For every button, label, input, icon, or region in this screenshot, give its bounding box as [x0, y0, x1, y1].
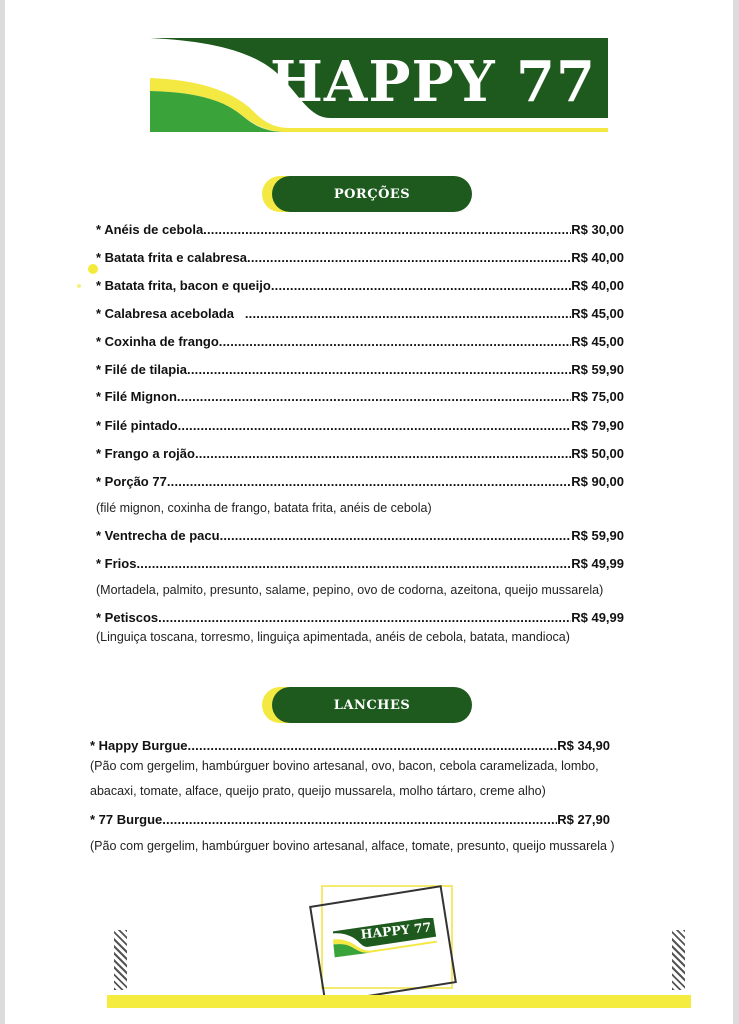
item-name: * Frios: [96, 556, 137, 571]
logo-text: HAPPY 77: [270, 49, 596, 115]
item-description: abacaxi, tomate, alface, queijo prato, queijo mussarela, molho tártaro, creme alho): [90, 784, 546, 798]
item-name: * Filé de tilapia: [96, 362, 188, 377]
section-title: LANCHES: [272, 687, 472, 723]
item-price: R$ 49,99: [571, 610, 624, 625]
menu-item: [96, 556, 624, 571]
leader-dots: [203, 222, 571, 237]
menu-item: [90, 812, 610, 827]
item-description: (Pão com gergelim, hambúrguer bovino artesanal, alface, tomate, presunto, queijo mussarela ): [90, 839, 615, 853]
section-header-lanches: [262, 687, 472, 723]
item-name: * Petiscos: [96, 610, 159, 625]
item-price: R$ 40,00: [571, 250, 624, 265]
item-name: * Filé Mignon: [96, 389, 177, 404]
hatch-decoration-left: [114, 930, 127, 990]
leader-dots: [219, 334, 571, 349]
menu-item: [96, 278, 624, 293]
leader-dots: [177, 389, 571, 404]
leader-dots: [188, 738, 558, 753]
item-name: * Filé pintado: [96, 418, 178, 433]
item-description: (Linguiça toscana, torresmo, linguiça apimentada, anéis de cebola, batata, mandioca): [96, 630, 570, 644]
item-name: * Coxinha de frango: [96, 334, 219, 349]
item-name: * Batata frita, bacon e queijo: [96, 278, 271, 293]
item-price: R$ 30,00: [571, 222, 624, 237]
item-price: R$ 45,00: [571, 306, 624, 321]
item-price: R$ 90,00: [571, 474, 624, 489]
item-description: (Mortadela, palmito, presunto, salame, pepino, ovo de codorna, azeitona, queijo mussarela): [96, 583, 604, 597]
item-price: R$ 59,90: [571, 362, 624, 377]
leader-dots: [162, 812, 557, 827]
menu-item: [90, 738, 610, 753]
item-name: * Batata frita e calabresa: [96, 250, 248, 265]
item-name: * Anéis de cebola: [96, 222, 204, 237]
decorative-dot: [77, 284, 81, 288]
item-price: R$ 50,00: [571, 446, 624, 461]
item-price: R$ 40,00: [571, 278, 624, 293]
item-price: R$ 59,90: [571, 528, 624, 543]
menu-item: [96, 362, 624, 377]
menu-item: [96, 334, 624, 349]
leader-dots: [247, 250, 571, 265]
leader-dots: [271, 278, 571, 293]
menu-item: [96, 222, 624, 237]
item-price: R$ 79,90: [571, 418, 624, 433]
leader-dots: [178, 418, 572, 433]
leader-dots: [195, 446, 571, 461]
menu-item: [96, 250, 624, 265]
item-description: (filé mignon, coxinha de frango, batata frita, anéis de cebola): [96, 501, 432, 515]
menu-item: [96, 389, 624, 404]
section-header-porcoes: [262, 176, 472, 212]
page-edge-right: [733, 0, 739, 1024]
menu-item: [96, 610, 624, 625]
item-price: R$ 34,90: [557, 738, 610, 753]
item-price: R$ 45,00: [571, 334, 624, 349]
item-name: * Calabresa acebolada: [96, 306, 245, 321]
happy77-logo: [150, 36, 610, 132]
item-name: * Frango a rojão: [96, 446, 195, 461]
page-edge-left: [0, 0, 5, 1024]
item-name: * Ventrecha de pacu: [96, 528, 220, 543]
item-description: (Pão com gergelim, hambúrguer bovino artesanal, ovo, bacon, cebola caramelizada, lombo,: [90, 759, 599, 773]
menu-item: [96, 528, 624, 543]
menu-item: [96, 418, 624, 433]
mini-logo-text: HAPPY 77: [359, 919, 433, 942]
leader-dots: [220, 528, 572, 543]
menu-item: [96, 446, 624, 461]
leader-dots: [245, 306, 571, 321]
leader-dots: [187, 362, 571, 377]
mini-logo: [333, 918, 437, 958]
menu-item: [96, 306, 624, 321]
item-price: R$ 75,00: [571, 389, 624, 404]
leader-dots: [167, 474, 571, 489]
leader-dots: [136, 556, 571, 571]
item-price: R$ 27,90: [557, 812, 610, 827]
decorative-dot: [88, 264, 98, 274]
item-name: * Porção 77: [96, 474, 167, 489]
menu-item: [96, 474, 624, 489]
leader-dots: [158, 610, 571, 625]
item-name: * 77 Burgue: [90, 812, 163, 827]
item-name: * Happy Burgue: [90, 738, 188, 753]
bottom-yellow-bar: [107, 995, 691, 1008]
section-title: PORÇÕES: [272, 176, 472, 212]
hatch-decoration-right: [672, 930, 685, 990]
item-price: R$ 49,99: [571, 556, 624, 571]
